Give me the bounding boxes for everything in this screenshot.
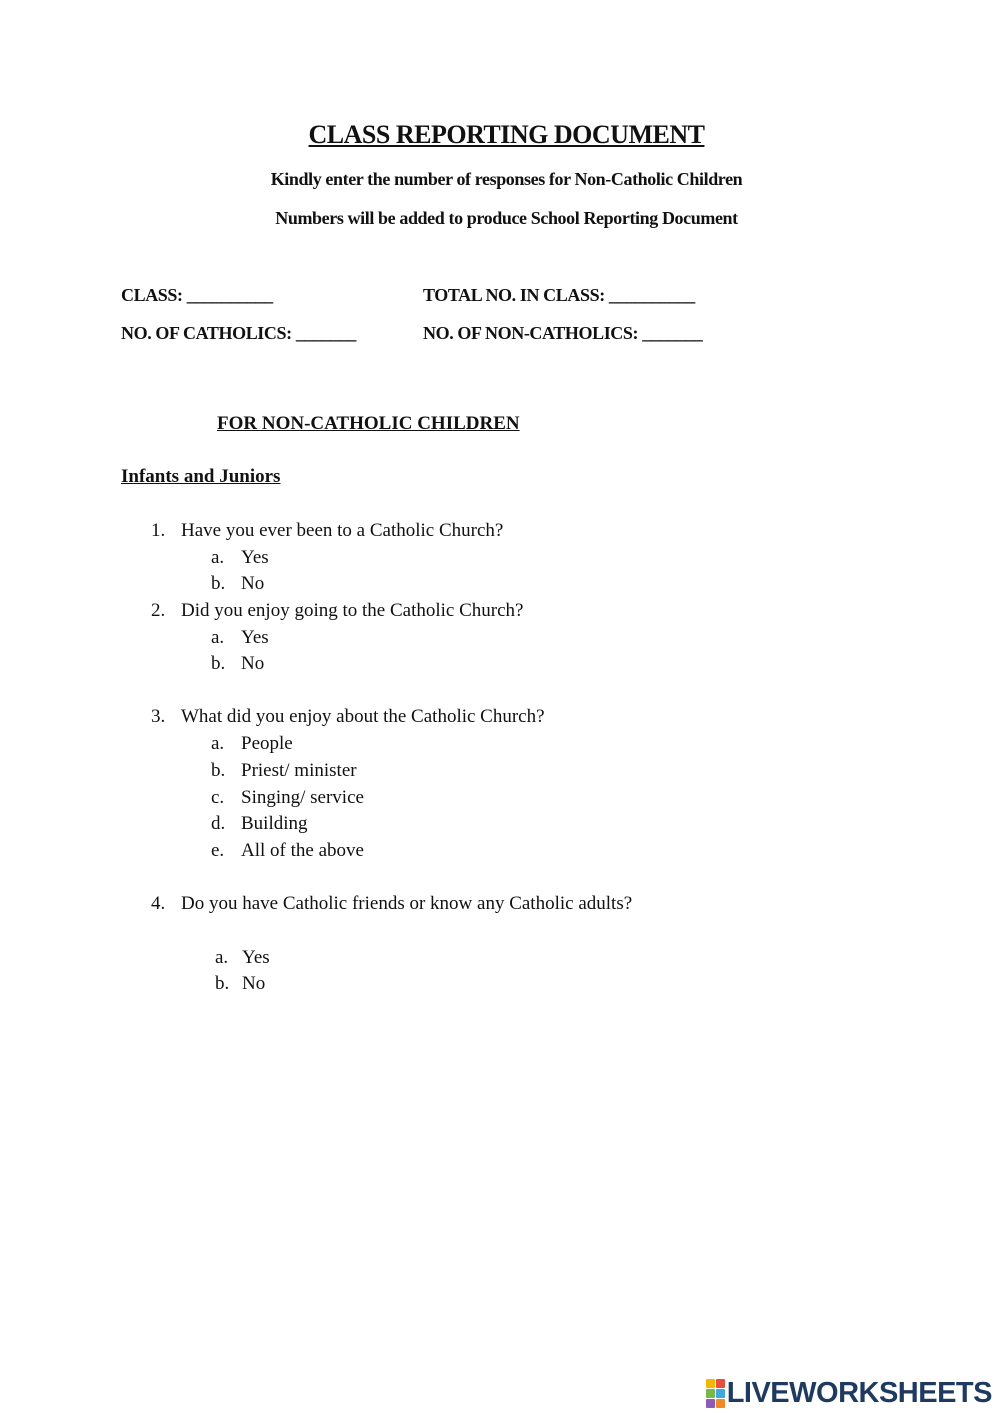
question-number: 2.	[151, 600, 166, 621]
logo-block	[716, 1379, 725, 1388]
logo-block	[706, 1399, 715, 1408]
option-text: No	[241, 573, 265, 594]
question-1	[151, 520, 503, 542]
question-text: Do you have Catholic friends or know any Catholic adults?	[181, 893, 633, 914]
option-3c[interactable]	[211, 787, 364, 809]
option-text: Yes	[241, 547, 269, 568]
option-letter: a.	[215, 947, 229, 968]
option-4a[interactable]	[215, 947, 270, 969]
option-text: Singing/ service	[241, 787, 364, 808]
question-number: 1.	[151, 520, 166, 541]
question-4	[151, 893, 632, 915]
option-3e[interactable]	[211, 840, 364, 862]
question-2	[151, 600, 523, 622]
option-text: Yes	[242, 947, 270, 968]
class-field[interactable]: CLASS: __________	[121, 285, 273, 305]
logo-block	[706, 1379, 715, 1388]
logo-block	[716, 1399, 725, 1408]
logo-blocks-icon	[706, 1379, 725, 1408]
option-3a[interactable]	[211, 733, 293, 755]
option-3d[interactable]	[211, 813, 308, 835]
instruction-line-1: Kindly enter the number of responses for Non-Catholic Children	[270, 169, 743, 189]
question-number: 3.	[151, 706, 166, 727]
logo-block	[706, 1389, 715, 1398]
option-letter: e.	[211, 840, 225, 861]
logo-text: LIVEWORKSHEETS	[726, 1376, 992, 1409]
question-text: What did you enjoy about the Catholic Church?	[181, 706, 545, 727]
option-text: Priest/ minister	[241, 760, 357, 781]
non-catholics-count-field[interactable]: NO. OF NON-CATHOLICS: _______	[423, 323, 703, 343]
option-letter: d.	[211, 813, 226, 834]
total-in-class-field[interactable]: TOTAL NO. IN CLASS: __________	[423, 285, 695, 305]
option-letter: b.	[215, 973, 230, 994]
question-3	[151, 706, 545, 728]
option-letter: a.	[211, 733, 225, 754]
option-4b[interactable]	[215, 973, 265, 995]
instruction-line-2: Numbers will be added to produce School Reporting Document	[275, 208, 738, 228]
option-text: Building	[241, 813, 308, 834]
section-heading: FOR NON-CATHOLIC CHILDREN	[217, 413, 520, 434]
option-letter: b.	[211, 573, 226, 594]
option-letter: b.	[211, 760, 226, 781]
option-2b[interactable]	[211, 653, 264, 675]
question-text: Did you enjoy going to the Catholic Church?	[181, 600, 524, 621]
option-letter: a.	[211, 547, 225, 568]
liveworksheets-logo[interactable]	[706, 1376, 992, 1410]
option-text: Yes	[241, 627, 269, 648]
option-letter: a.	[211, 627, 225, 648]
option-2a[interactable]	[211, 627, 269, 649]
option-text: People	[241, 733, 293, 754]
group-heading: Infants and Juniors	[121, 466, 281, 487]
option-letter: b.	[211, 653, 226, 674]
option-text: No	[241, 653, 265, 674]
option-text: No	[242, 973, 266, 994]
option-3b[interactable]	[211, 760, 357, 782]
catholics-count-field[interactable]: NO. OF CATHOLICS: _______	[121, 323, 357, 343]
option-text: All of the above	[241, 840, 364, 861]
document-title: CLASS REPORTING DOCUMENT	[308, 120, 705, 149]
option-letter: c.	[211, 787, 225, 808]
option-1b[interactable]	[211, 573, 264, 595]
question-number: 4.	[151, 893, 166, 914]
question-text: Have you ever been to a Catholic Church?	[181, 520, 504, 541]
logo-block	[716, 1389, 725, 1398]
option-1a[interactable]	[211, 547, 269, 569]
